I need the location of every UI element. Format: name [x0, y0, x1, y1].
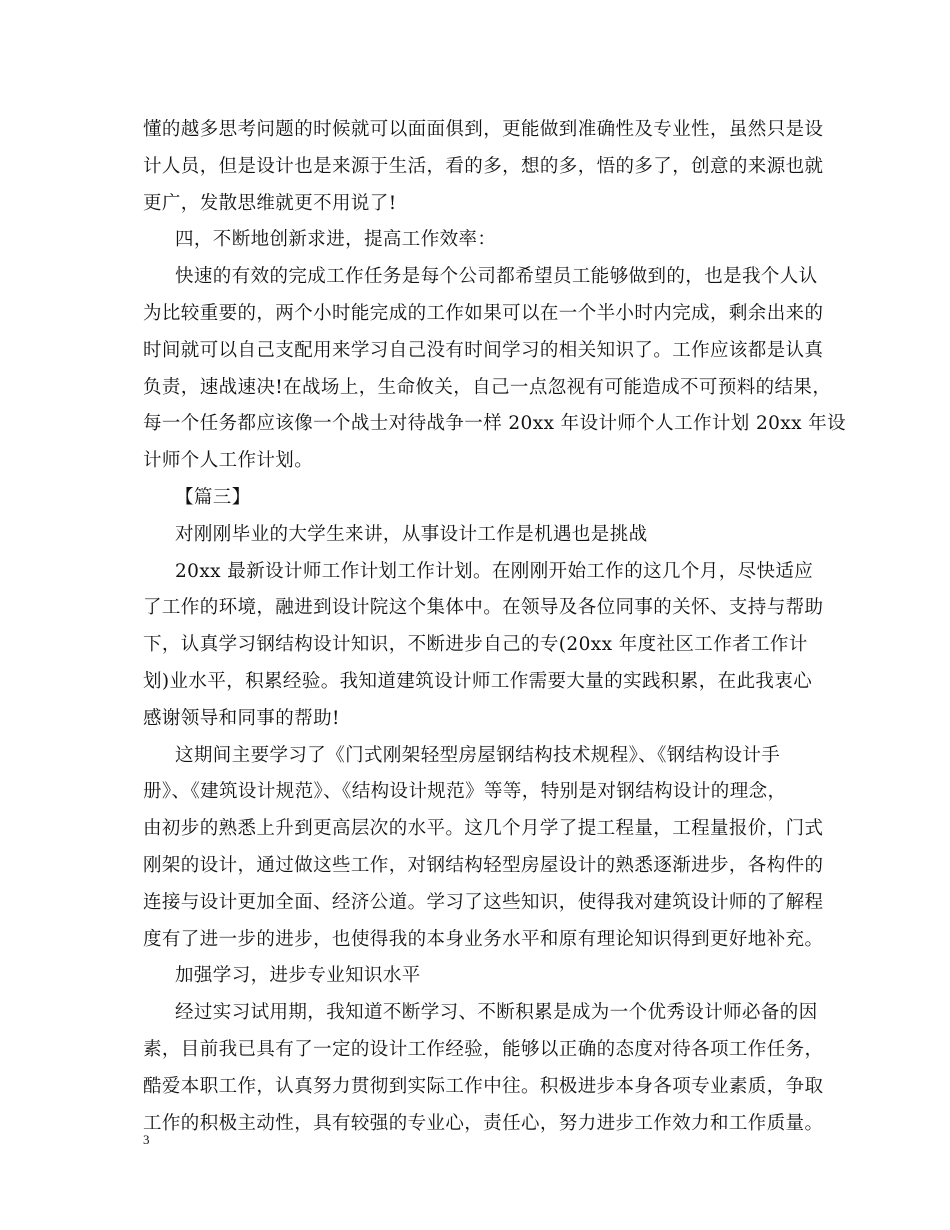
text-line: 素，目前我已具有了一定的设计工作经验，能够以正确的态度对待各项工作任务， [143, 1038, 824, 1060]
text-line: 工作的积极主动性，具有较强的专业心，责任心，努力进步工作效力和工作质量。 [143, 1112, 824, 1134]
text-line: 酷爱本职工作，认真努力贯彻到实际工作中往。积极进步本身各项专业素质，争取 [143, 1075, 824, 1097]
document-body [143, 112, 847, 1142]
paragraph-first-line: 快速的有效的完成工作任务是每个公司都希望员工能够做到的，也是我个人认 [175, 266, 818, 288]
text-line: 计师个人工作计划。 [143, 450, 314, 472]
text-line: 感谢领导和同事的帮助! [143, 707, 340, 729]
text-line: 时间就可以自己支配用来学习自己没有时间学习的相关知识了。工作应该都是认真 [143, 339, 824, 361]
text-line: 刚架的设计，通过做这些工作，对钢结构轻型房屋设计的熟悉逐渐进步，各构件的 [143, 854, 824, 876]
text-line: 划)业水平，积累经验。我知道建筑设计师工作需要大量的实践积累，在此我衷心 [143, 670, 813, 692]
text-line: 计人员，但是设计也是来源于生活，看的多，想的多，悟的多了，创意的来源也就 [143, 155, 824, 177]
text-line: 册》、《建筑设计规范》、《结构设计规范》等等，特别是对钢结构设计的理念， [143, 781, 787, 803]
text-line: 度有了进一步的进步，也使得我的本身业务水平和原有理论知识得到更好地补充。 [143, 928, 824, 950]
section-heading-line: 四，不断地创新求进，提高工作效率： [175, 229, 497, 251]
text-line: 懂的越多思考问题的时候就可以面面俱到，更能做到准确性及专业性，虽然只是设 [143, 119, 824, 140]
page-number: 3 [143, 1132, 150, 1147]
text-line: 为比较重要的，两个小时能完成的工作如果可以在一个半小时内完成，剩余出来的 [143, 302, 824, 324]
text-line: 负责，速战速决!在战场上，生命攸关，自己一点忽视有可能造成不可预料的结果， [143, 376, 832, 398]
paragraph-first-line: 对刚刚毕业的大学生来讲，从事设计工作是机遇也是挑战 [175, 523, 648, 545]
text-line: 每一个任务都应该像一个战士对待战争一样 20xx 年设计师个人工作计划 20xx 年设 [143, 413, 847, 435]
text-line: 由初步的熟悉上升到更高层次的水平。这几个月学了提工程量，工程量报价，门式 [143, 818, 824, 840]
paragraph-first-line: 经过实习试用期，我知道不断学习、不断积累是成为一个优秀设计师必备的因 [175, 1002, 818, 1024]
section-title: 【篇三】 [175, 486, 251, 508]
section-heading-line: 加强学习，进步专业知识水平 [175, 965, 421, 987]
paragraph-first-line: 这期间主要学习了《门式刚架轻型房屋钢结构技术规程》、《钢结构设计手 [175, 744, 781, 766]
text-line: 下，认真学习钢结构设计知识，不断进步自己的专(20xx 年度社区工作者工作计 [143, 634, 808, 656]
paragraph-first-line: 20xx 最新设计师工作计划工作计划。在刚刚开始工作的这几个月，尽快适应 [175, 560, 814, 582]
text-line: 更广，发散思维就更不用说了! [143, 192, 397, 214]
text-line: 连接与设计更加全面、经济公道。学习了这些知识，使得我对建筑设计师的了解程 [143, 891, 824, 913]
text-line: 了工作的环境，融进到设计院这个集体中。在领导及各位同事的关怀、支持与帮助 [143, 597, 824, 619]
